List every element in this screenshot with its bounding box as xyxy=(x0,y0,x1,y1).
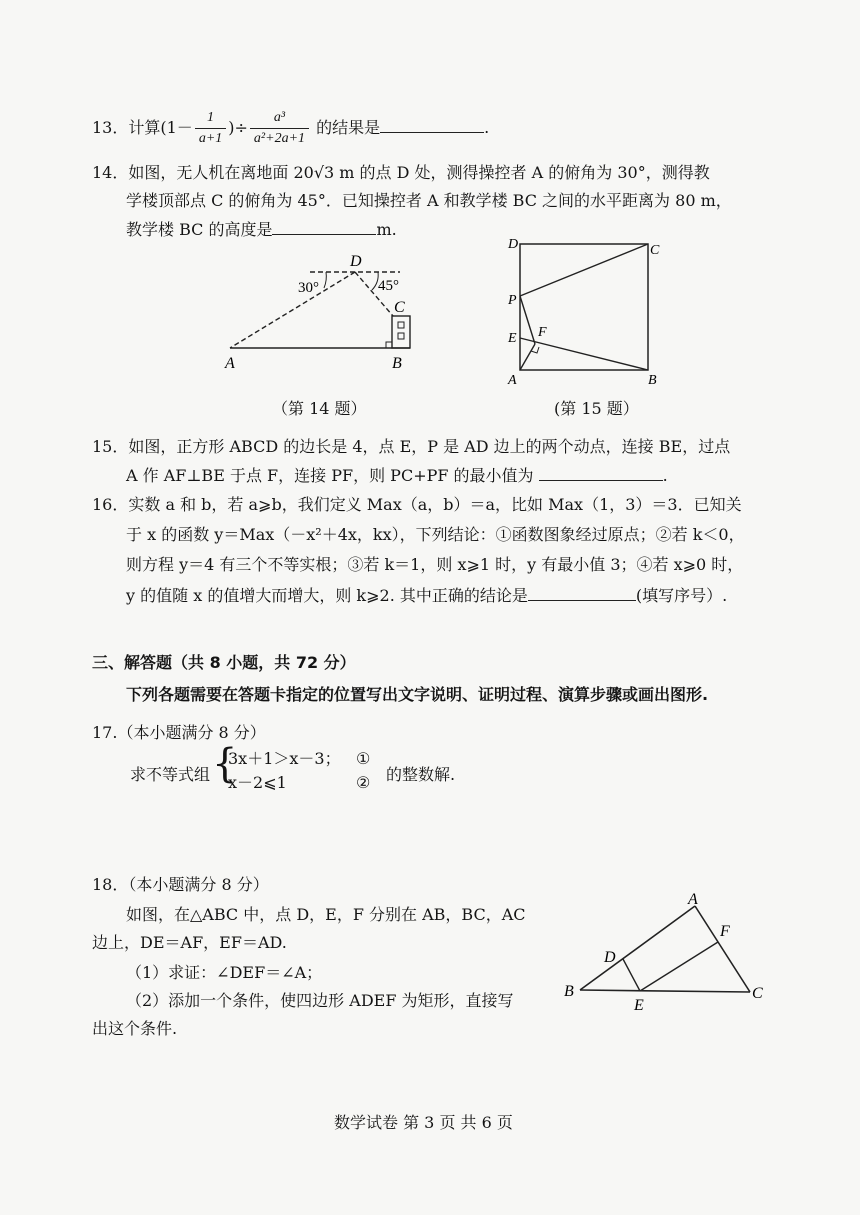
fig14-label-D: D xyxy=(350,253,362,270)
question-18-line-4: （2）添加一个条件，使四边形 ADEF 为矩形，直接写 xyxy=(126,991,514,1010)
answer-blank-14[interactable] xyxy=(272,218,376,235)
section-3-instruction: 下列各题需要在答题卡指定的位置写出文字说明、证明过程、演算步骤或画出图形. xyxy=(126,685,709,704)
question-18-line-1: 如图，在△ABC 中，点 D，E，F 分别在 AB，BC，AC xyxy=(126,905,526,924)
figure-15-caption: (第 15 题） xyxy=(554,399,639,418)
question-16-line-3: 则方程 y＝4 有三个不等实根；③若 k＝1，则 x⩾1 时，y 有最小值 3；④若 x⩾0 时， xyxy=(126,555,744,574)
fig14-label-B: B xyxy=(392,355,402,372)
question-15-line-2: A 作 AF⊥BE 于点 F，连接 PF，则 PC+PF 的最小值为 . xyxy=(126,466,668,485)
question-13: 13．计算(1－ $\frac{1}{a+1}$ )÷ $\frac{\text{a³}}{\text{a²+2a+1}}$ 的结果是 . xyxy=(92,106,489,150)
fig18-label-D: D xyxy=(604,949,616,966)
question-15-line-1: 15．如图，正方形 ABCD 的边长是 4，点 E，P 是 AD 边上的两个动点，连接 BE，过点 xyxy=(92,437,731,456)
figure-14-caption: （第 14 题） xyxy=(272,399,367,418)
fig15-label-B: B xyxy=(648,373,657,388)
fig14-label-C: C xyxy=(394,299,405,316)
question-16-line-2: 于 x 的函数 y＝Max（－x²＋4x，kx），下列结论：①函数图象经过原点；②若 k＜0， xyxy=(126,525,745,544)
fig15-label-C: C xyxy=(650,243,660,258)
figure-15 xyxy=(500,232,670,392)
fig15-label-P: P xyxy=(508,293,517,308)
fig14-label-angle-45: 45° xyxy=(378,278,399,294)
fig18-label-F: F xyxy=(720,923,730,940)
question-14-line-2: 学楼顶部点 C 的俯角为 45°．已知操控者 A 和教学楼 BC 之间的水平距离为 80 m， xyxy=(126,191,732,210)
fig15-label-D: D xyxy=(508,237,519,252)
figure-18 xyxy=(560,892,780,1016)
fig18-label-B: B xyxy=(564,983,574,1000)
fig18-label-A: A xyxy=(688,892,698,908)
answer-blank-15[interactable] xyxy=(539,464,663,481)
question-18-line-3: （1）求证：∠DEF＝∠A； xyxy=(126,963,323,982)
system-brace: { xyxy=(212,741,238,787)
fig18-label-C: C xyxy=(752,985,763,1002)
fraction-2: $\frac{\text{a³}}{\text{a²+2a+1}}$ xyxy=(250,108,309,149)
fig15-label-F: F xyxy=(538,325,547,340)
question-17-header: 17.（本小题满分 8 分） xyxy=(92,723,266,742)
question-18-header: 18．（本小题满分 8 分） xyxy=(92,875,269,894)
fraction-1: $\frac{1}{a+1}$ xyxy=(195,108,226,149)
answer-blank-13[interactable] xyxy=(380,116,484,133)
inequality-2: x－2⩽1 xyxy=(228,773,287,792)
question-18-line-5: 出这个条件. xyxy=(92,1019,178,1038)
question-17-prefix: 求不等式组 xyxy=(130,765,211,784)
fig15-label-E: E xyxy=(508,331,517,346)
section-3-title: 三、解答题（共 8 小题，共 72 分） xyxy=(92,653,356,672)
question-14-line-1: 14．如图，无人机在离地面 20√3 m 的点 D 处，测得操控者 A 的俯角为 30°，测得教 xyxy=(92,163,710,182)
fig18-label-E: E xyxy=(634,997,644,1014)
inequality-mark-2: ② xyxy=(356,773,371,792)
answer-blank-16[interactable] xyxy=(528,584,636,601)
question-16-line-4: y 的值随 x 的值增大而增大，则 k⩾2. 其中正确的结论是 (填写序号）. xyxy=(126,586,728,605)
question-18-line-2: 边上，DE＝AF，EF＝AD. xyxy=(92,933,287,952)
question-17-suffix: 的整数解. xyxy=(386,765,456,784)
question-14-line-3: 教学楼 BC 的高度是 m. xyxy=(126,220,397,239)
question-16-line-1: 16．实数 a 和 b，若 a⩾b，我们定义 Max（a，b）＝a，比如 Max（1，3）＝3．已知关 xyxy=(92,495,742,514)
figure-14 xyxy=(220,248,430,378)
fig15-label-A: A xyxy=(508,373,517,388)
page-footer: 数学试卷 第 3 页 共 6 页 xyxy=(334,1113,513,1132)
inequality-mark-1: ① xyxy=(356,749,371,768)
fig14-label-angle-30: 30° xyxy=(298,280,319,296)
fig14-label-A: A xyxy=(225,355,235,372)
inequality-1: 3x＋1＞x－3； xyxy=(228,749,341,768)
